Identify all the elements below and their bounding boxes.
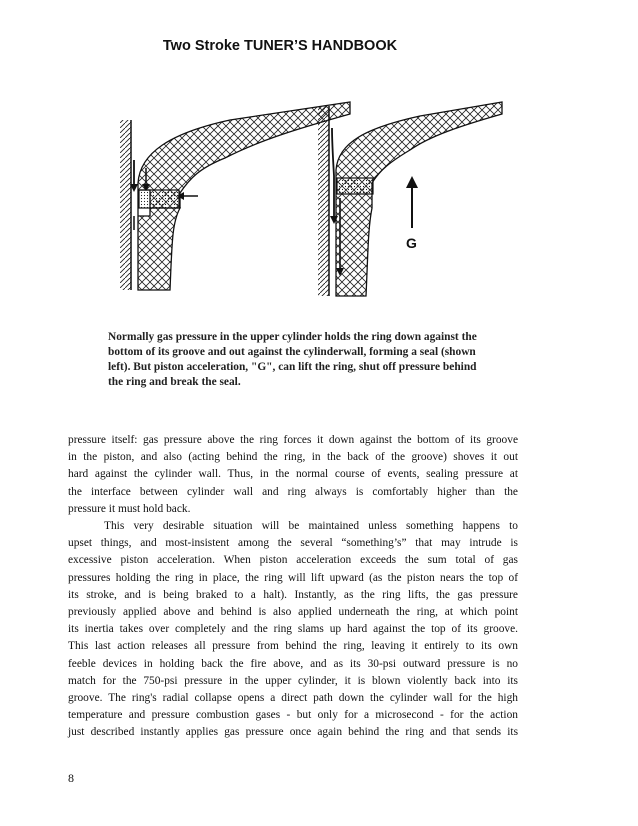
body-line: its inertia takes over completely and the ring slams up hard against the top of its groove.: [68, 623, 518, 636]
body-line: previously applied above and behind is also applied underneath the ring, at which point: [68, 606, 518, 619]
page-header-title: Two Stroke TUNER’S HANDBOOK: [162, 38, 398, 54]
body-line: hard against the cylinder wall. Thus, in the normal course of events, sealing pressure at: [68, 468, 518, 481]
body-line: excessive piston acceleration. When piston acceleration exceeds the sum total of gas: [68, 554, 518, 567]
caption-line: Normally gas pressure in the upper cylinder holds the ring down against the: [108, 331, 477, 343]
body-line: match for the 750-psi pressure in the upper cylinder, it is blown violently back into its: [68, 674, 518, 687]
body-paragraphs: [68, 432, 518, 742]
body-line: pressures holding the ring in place, the ring will lift upward (as the piston nears the top of: [68, 571, 518, 584]
body-line: feeble devices in holding back the fire above, and as its 30-psi outward pressure is no: [68, 657, 518, 670]
piston-ring-diagram: [110, 98, 510, 308]
left-diagram-sealed: [120, 102, 350, 290]
acceleration-arrow: [406, 176, 418, 188]
body-line: in the piston, and also (acting behind the ring, in the back of the groove) shoves it out: [68, 451, 518, 464]
left-cylinder-wall: [120, 120, 131, 290]
right-cylinder-wall: [318, 106, 329, 296]
right-piston-crown: [336, 102, 502, 296]
body-line: This very desirable situation will be maintained unless something happens to: [104, 520, 518, 533]
body-line: its stroke, and is being braked to a halt). Instantly, as the ring lifts, the gas pressure: [68, 588, 518, 601]
body-line: the interface between cylinder wall and ring always is comfortably higher than the: [68, 485, 518, 498]
right-diagram-lifted: [318, 102, 502, 296]
body-line: temperature and pressure combustion gases - but only for a microsecond - for the action: [68, 709, 518, 722]
caption-line: left). But piston acceleration, "G", can lift the ring, shut off pressure behind: [108, 361, 477, 373]
right-piston-ring: [337, 178, 373, 194]
body-line: upset things, and most-insistent among the several “something’s” that may intrude is: [68, 537, 518, 550]
left-piston-ring: [139, 190, 179, 208]
acceleration-label: G: [406, 235, 417, 251]
caption-line: the ring and break the seal.: [108, 376, 241, 388]
page-number: 8: [68, 771, 74, 785]
body-line: pressure itself: gas pressure above the ring forces it down against the bottom of its groove: [68, 434, 518, 446]
caption-line: bottom of its groove and out against the cylinderwall, forming a seal (shown: [108, 346, 476, 358]
body-line: This last action releases all pressure from behind the ring, leaving it entirely to its own: [68, 640, 518, 653]
body-line: just described instantly applies gas pressure once again behind the ring and that sends its: [68, 726, 518, 739]
body-line: groove. The ring's radial collapse opens a direct path down the cylinder wall for the high: [68, 692, 518, 705]
body-line: pressure it must hold back.: [68, 502, 191, 515]
figure-caption: [108, 330, 480, 390]
